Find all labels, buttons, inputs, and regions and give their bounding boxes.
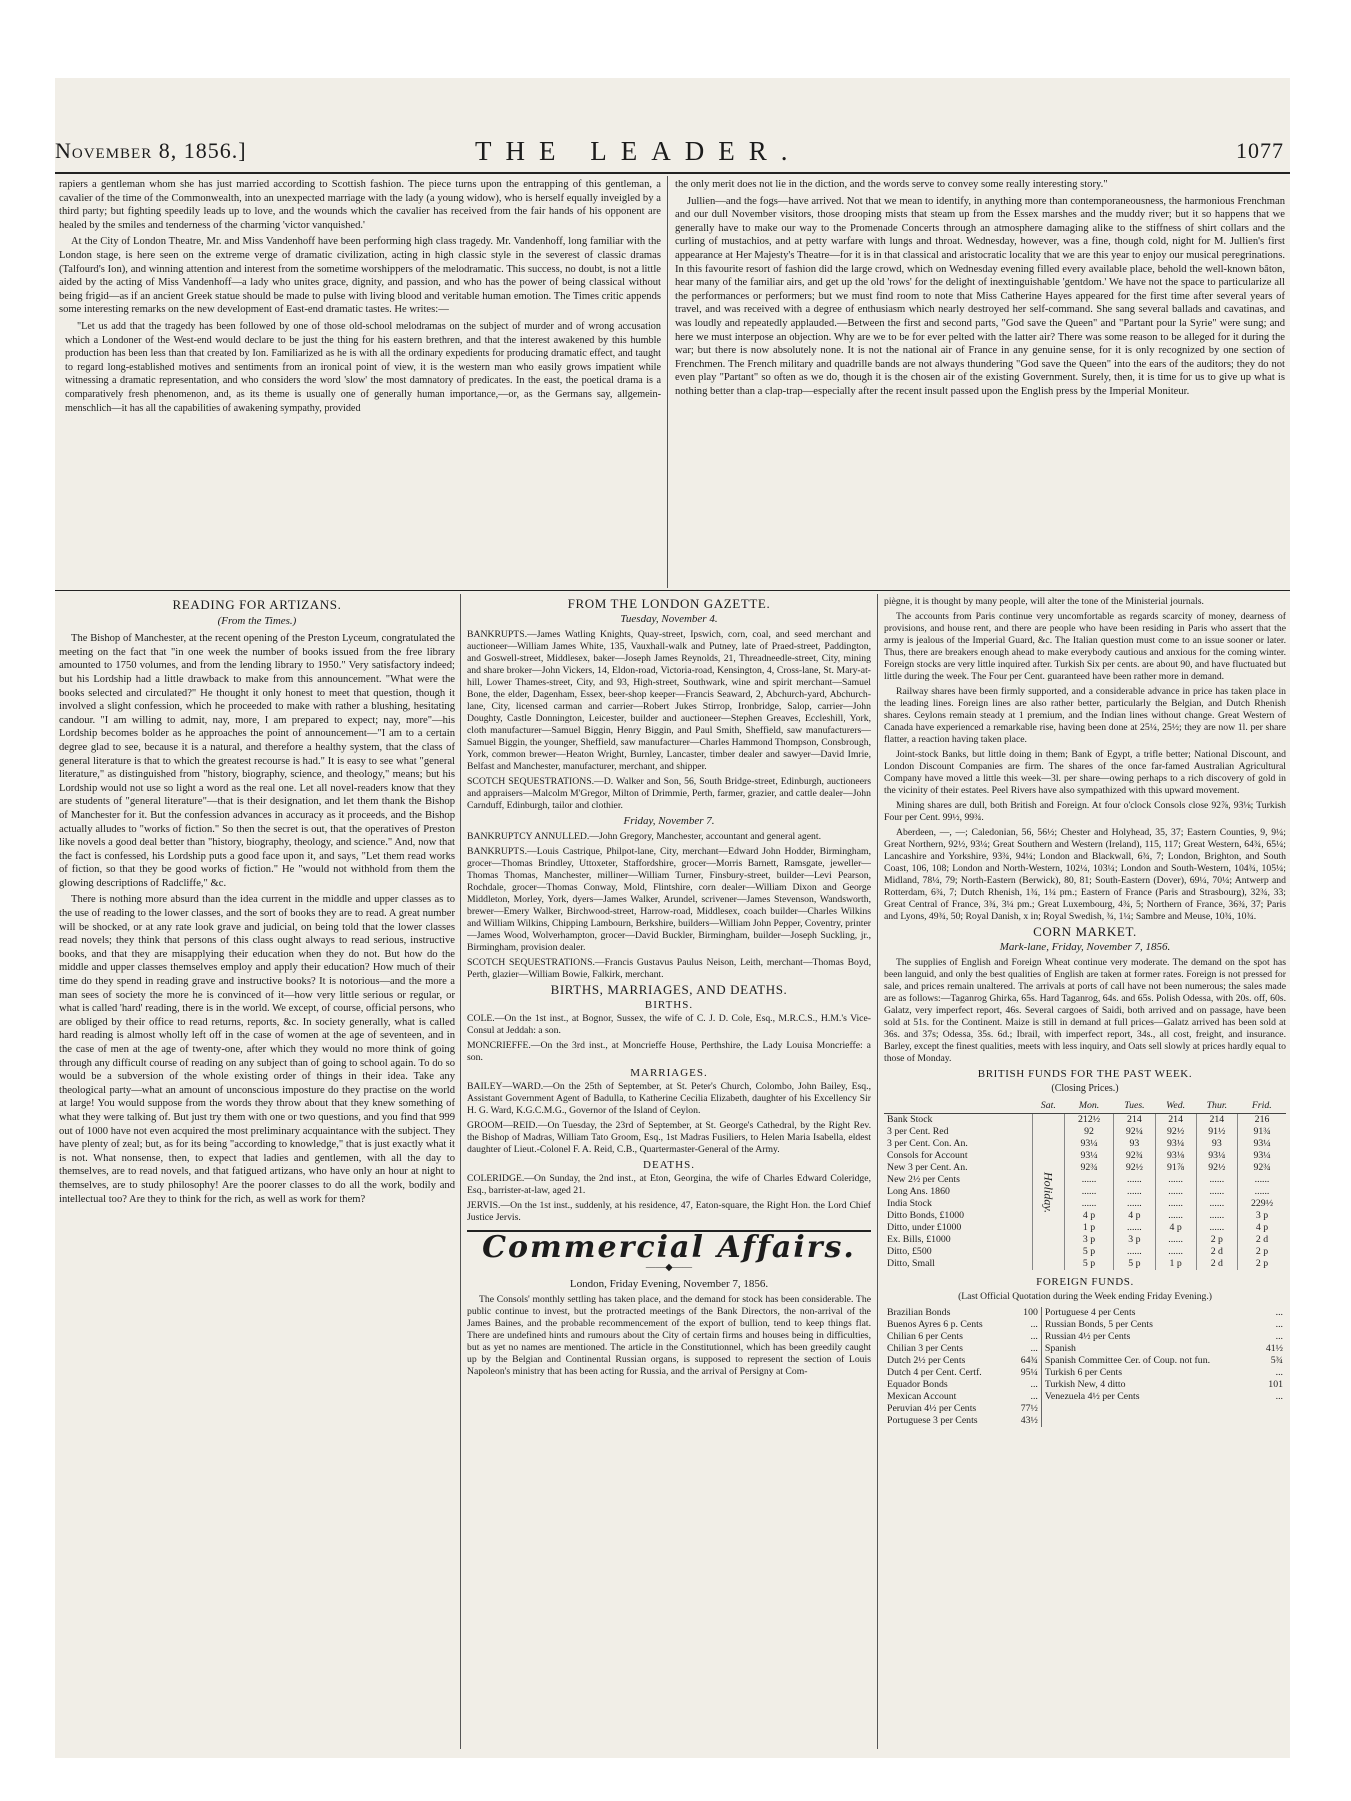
price-cell: 93¼ bbox=[1238, 1150, 1286, 1162]
price-cell: ...... bbox=[1196, 1174, 1237, 1186]
price-cell: 92½ bbox=[1155, 1126, 1196, 1138]
foreign-fund-price: ... bbox=[1012, 1379, 1042, 1391]
price-cell: 214 bbox=[1196, 1114, 1237, 1127]
column-header: Thur. bbox=[1196, 1099, 1237, 1114]
fund-name-cell: Ditto, under £1000 bbox=[887, 1222, 962, 1233]
foreign-fund-name: Russian Bonds, 5 per Cents bbox=[1044, 1319, 1153, 1330]
foreign-fund-price: 64¾ bbox=[1012, 1355, 1042, 1367]
price-cell: 216 bbox=[1238, 1114, 1286, 1127]
foreign-fund-name: Russian 4½ per Cents bbox=[1044, 1331, 1131, 1342]
table-row bbox=[884, 1246, 1286, 1258]
price-cell: 93⅛ bbox=[1155, 1150, 1196, 1162]
railway-prices: Aberdeen, —, —; Caledonian, 56, 56½; Chester and Holyhead, 35, 37; Eastern Counties, 9, 9¼; Great Northern, 92½, 93¼; Great Southern and Western (Ireland), 115, 117; Great Western, 64¾, 65¼; Lancashire and Yorkshire, 93¾, 94¼; London and Blackwall, 6¾, 7; London, Brighton, and South Coast, 106, 108; London and North-Western, 102¼, 103¼; London and South-Western, 104¾, 105¼; Midland, 78¼, 79; North-Eastern (Berwick), 80, 81; South-Eastern (Dover), 69¼, 70¼; Antwerp and Rotterdam, 6¾, 7; Dutch Rhenish, 1¾, 1¼ pm.; Eastern of France (Paris and Strasbourg), 32¾, 33; Great Central of France, 3¾, 3¼ pm.; Great Luxembourg, 4¾, 5; Northern of France, 36¾, 37; Paris and Lyons, 49¾, 50; Royal Danish, x in; Royal Swedish, ¾, 1¼; Sambre and Meuse, 10¾, 10¾. bbox=[884, 827, 1286, 922]
price-cell: 91⅞ bbox=[1155, 1162, 1196, 1174]
artizans-column bbox=[59, 596, 455, 1746]
price-cell: 92 bbox=[1064, 1126, 1113, 1138]
fund-name-cell: 3 per Cent. Red bbox=[887, 1126, 949, 1137]
price-cell: ...... bbox=[1064, 1174, 1113, 1186]
table-row bbox=[884, 1307, 1286, 1319]
section-rule bbox=[467, 1230, 871, 1232]
issue-date: November 8, 1856.] bbox=[55, 138, 247, 163]
middle-column bbox=[467, 596, 871, 1746]
article-paragraph: Railway shares have been firmly supported, and a considerable advance in price has taken place in the leading lines. Foreign lines are also rather better, particularly the Belgian, and Dutch Rhenish shares. Ceylons remain steady at 1 premium, and the Indian lines without change. Great Western of Canada have experienced a remarkable rise, having been done at 25¼, 25½; they are now 1l. per share flatter, a reaction having taken place. bbox=[884, 686, 1286, 745]
price-cell: ...... bbox=[1196, 1198, 1237, 1210]
price-cell: 93 bbox=[1196, 1138, 1237, 1150]
masthead bbox=[55, 136, 1290, 168]
foreign-fund-price bbox=[1257, 1403, 1286, 1415]
price-cell: ...... bbox=[1114, 1174, 1155, 1186]
foreign-fund-price: ... bbox=[1275, 1331, 1283, 1342]
article-paragraph: rapiers a gentleman whom she has just married according to Scottish fashion. The piece turns upon the entrapping of this gentleman, a cavalier of the time of the Commonwealth, into an unexpected marriage with the lady (a young widow), who is herself equally inveigled by a third party; but fighting speedily leads up to love, and the wounds which the cavalier has received from the fair hands of his opponent are healed by the smiles and tenderness of the charming 'victor vanquished.' bbox=[59, 179, 661, 231]
foreign-fund-name: Chilian 6 per Cents bbox=[887, 1331, 963, 1342]
foreign-funds-subheading: (Last Official Quotation during the Week ending Friday Evening.) bbox=[958, 1291, 1212, 1302]
column-rule bbox=[877, 594, 878, 1749]
price-cell: 2 p bbox=[1238, 1246, 1286, 1258]
foreign-fund-price: ... bbox=[1275, 1391, 1283, 1402]
theatre-column-left bbox=[59, 178, 661, 586]
funds-subheading: (Closing Prices.) bbox=[1051, 1083, 1119, 1094]
price-cell: ...... bbox=[1114, 1186, 1155, 1198]
price-cell: 3 p bbox=[1064, 1234, 1113, 1246]
price-cell: 2 p bbox=[1238, 1258, 1286, 1270]
table-row bbox=[884, 1391, 1286, 1403]
price-cell: ...... bbox=[1064, 1186, 1113, 1198]
bmd-heading: BIRTHS, MARRIAGES, AND DEATHS. bbox=[550, 982, 788, 997]
article-paragraph: Jullien—and the fogs—have arrived. Not that we mean to identify, in anything more than contemporaneousness, the harmonious Frenchman and our dull November visitors, those drooping mists that steam up from the Essex marshes and the muddy river; but it so happens that we generally have to make our way to the Promenade Concerts through an atmosphere damaging alike to the stiffness of shirt collars and the curling of mustachios, and at petty warfare with lungs and throat. Wednesday, however, was a fine, though cold, night for M. Jullien's first appearance at Her Majesty's Theatre—for it is in that classical and aristocratic locality that we are this year to enjoy our musical peregrinations. In this favourite resort of fashion did the large crowd, which on Wednesday evening filled every available place, behold the well-known bâton, hear many of the familiar airs, and get up the old 'rows' for the delight of inextinguishable 'gentdom.' We have not the space to particularize all the performances or performers; but we must find room to note that Miss Catherine Hayes appeared for the first time after several years of travel, and was received with a degree of enthusiasm which nearly destroyed her self-command. She sang several ballads and cavatinas, and was loudly and repeatedly applauded.—Between the first and second parts, "God save the Queen" and "Partant pour la Syrie" were sung; and here we must interpose an objection. Why are we to be for ever pelted with the latter air? There was some reason to be alleged for it during the war; but there is now absolutely none. It is not the national air of France in any genuine sense, for it is only recognized by one section of Frenchmen. The French military and quadrille bands are not always thundering "God save the Queen" into the ears of the auditors; they do not even play "Partant" so often as we do, though it is the chosen air of the existing Government. Surely, then, it is time for us to give up what is nothing better than a clap-trap—especially after the recent insult passed upon the English press by the Imperial Moniteur. bbox=[675, 195, 1285, 397]
ornament-dash: ——◆—— bbox=[645, 1262, 693, 1273]
article-paragraph: the only merit does not lie in the diction, and the words serve to convey some really interesting story." bbox=[675, 179, 1108, 190]
newspaper-title: THE LEADER. bbox=[475, 136, 802, 166]
notice-entry: JERVIS.—On the 1st inst., suddenly, at his residence, 47, Eaton-square, the Right Hon. the Lord Chief Justice Jervis. bbox=[467, 1200, 871, 1223]
price-cell: 93¼ bbox=[1064, 1138, 1113, 1150]
foreign-fund-name: Portuguese 4 per Cents bbox=[1044, 1307, 1136, 1318]
gazette-date: Tuesday, November 4. bbox=[620, 613, 718, 625]
masthead-rule bbox=[55, 172, 1290, 174]
table-row bbox=[884, 1162, 1286, 1174]
table-row bbox=[884, 1367, 1286, 1379]
price-cell: ...... bbox=[1114, 1246, 1155, 1258]
table-row bbox=[884, 1379, 1286, 1391]
price-cell: 93¼ bbox=[1238, 1138, 1286, 1150]
gazette-date: Friday, November 7. bbox=[623, 815, 715, 827]
price-cell: 4 p bbox=[1114, 1210, 1155, 1222]
price-cell: 2 d bbox=[1196, 1258, 1237, 1270]
gazette-entry: BANKRUPTS.—James Watling Knights, Quay-street, Ipswich, corn, coal, and seed merchant and auctioneer—William James White, 135, Vauxhall-walk and Putney, late of Praed-street, Paddington, and Goswell-street, Middlesex, baker—Joseph James Reynolds, 21, Threadneedle-street, City, mining and share broker—John Vickers, 14, Eldon-road, Victoria-road, Kensington, 4, Cross-lane, St. Mary-at-hill, Lower Thames-street, City, and 93, High-street, Southwark, wine and spirit merchant—Samuel Bone, the elder, Dagenham, Essex, beer-shop keeper—Francis Seaward, 2, Abchurch-yard, Abchurch-lane, City, licensed carman and carrier—Robert Jukes Stirrop, Ironbridge, Salop, carrier—John Doughty, Castle Donnington, Leicester, builder and auctioneer—Stephen Greaves, Eccleshill, York, cloth manufacturer—Samuel Biggin, Henry Biggin, and Paul Smith, Sheffield, saw manufacturers—Samuel Biggin, the younger, Sheffield, saw manufacturer—Charles Hammond Thompson, Consbrough, York, common brewer—Heaton Wright, Burnley, Lancaster, timber dealer and sawyer—David Imrie, Belfast and Manchester, manufacturer, merchant, and shipper. bbox=[467, 629, 871, 772]
fund-name-cell: New 2½ per Cents bbox=[887, 1174, 960, 1185]
price-cell: 5 p bbox=[1064, 1258, 1113, 1270]
newspaper-page bbox=[55, 78, 1290, 1758]
article-paragraph: The supplies of English and Foreign Wheat continue very moderate. The demand on the spot has been languid, and only the best qualities of English are taken at former rates. Foreign is not pressed for sale, and prices remain unaltered. The arrivals at ports of call have not been numerous; the sales made are as follows:—Taganrog Ghirka, 65s. Hard Taganrog, 64s. and 65s. Polish Odessa, with 20s. off, 60s. Galatz, very imperfect report, 46s. Several cargoes of Saidi, both arrived and on passage, have been sold at 51s. for the Continent. Maize is still in demand at full prices—Galatz arrived has been sold at 36s. and 37s; Odessa, 35s. 6d.; Ibrail, with imperfect report, 34s., all cost, freight, and insurance. Barley, except the finest qualities, meets with less inquiry, and Oats sell slowly at prices hardly equal to those of Monday. bbox=[884, 957, 1286, 1064]
foreign-fund-name: Brazilian Bonds bbox=[887, 1307, 951, 1318]
table-row bbox=[884, 1319, 1286, 1331]
foreign-fund-price: ... bbox=[1275, 1367, 1283, 1378]
column-header: Frid. bbox=[1238, 1099, 1286, 1114]
marriages-label: MARRIAGES. bbox=[630, 1067, 708, 1079]
foreign-fund-price: 100 bbox=[1012, 1307, 1042, 1319]
table-row bbox=[884, 1355, 1286, 1367]
gazette-entry: BANKRUPTCY ANNULLED.—John Gregory, Manchester, accountant and general agent. bbox=[467, 831, 822, 842]
price-cell: ...... bbox=[1155, 1210, 1196, 1222]
foreign-fund-name: Dutch 4 per Cent. Certf. bbox=[887, 1367, 982, 1378]
foreign-fund-name: Chilian 3 per Cents bbox=[887, 1343, 963, 1354]
table-header-row bbox=[884, 1099, 1286, 1114]
table-row bbox=[884, 1114, 1286, 1127]
column-header: Mon. bbox=[1064, 1099, 1113, 1114]
fund-name-cell: Ditto, £500 bbox=[887, 1246, 932, 1257]
table-row bbox=[884, 1210, 1286, 1222]
gazette-entry: SCOTCH SEQUESTRATIONS.—Francis Gustavus Paulus Neison, Leith, merchant—Thomas Boyd, Perth, glazier—William Bowie, Falkirk, merchant. bbox=[467, 957, 871, 980]
notice-entry: GROOM—REID.—On Tuesday, the 23rd of September, at St. George's Cathedral, by the Right Rev. the Bishop of Madras, William Tato Groom, Esq., 1st Madras Fusiliers, to Helen Maria Isabella, eldest daughter of Lieut.-Colonel F. A. Reid, C.B., Quartermaster-General of the Army. bbox=[467, 1120, 871, 1155]
fund-name-cell: Ditto Bonds, £1000 bbox=[887, 1210, 965, 1221]
fund-name-cell: Long Ans. 1860 bbox=[887, 1186, 950, 1197]
table-row bbox=[884, 1222, 1286, 1234]
price-cell: 93¼ bbox=[1064, 1150, 1113, 1162]
price-cell: ...... bbox=[1114, 1198, 1155, 1210]
foreign-fund-price: ... bbox=[1275, 1319, 1283, 1330]
price-cell: 92½ bbox=[1114, 1162, 1155, 1174]
price-cell: 93¼ bbox=[1155, 1138, 1196, 1150]
table-row bbox=[884, 1186, 1286, 1198]
price-cell: ...... bbox=[1155, 1234, 1196, 1246]
foreign-fund-price: 43½ bbox=[1012, 1415, 1042, 1427]
table-row bbox=[884, 1331, 1286, 1343]
price-cell: 2 d bbox=[1238, 1234, 1286, 1246]
funds-table-body bbox=[884, 1114, 1286, 1271]
column-header: Wed. bbox=[1155, 1099, 1196, 1114]
article-paragraph: Joint-stock Banks, but little doing in them; Bank of Egypt, a trifle better; National Discount, and London Discount Companies are firm. The shares of the once far-famed Australian Agricultural Company have moved a little this week—3l. per share—owing perhaps to a rich discovery of gold in the vicinity of their estates. Peel Rivers have also sympathized with this upward movement. bbox=[884, 749, 1286, 796]
foreign-fund-name bbox=[1041, 1403, 1257, 1415]
saturday-cell: Holiday. bbox=[1032, 1114, 1064, 1271]
foreign-fund-price bbox=[1257, 1415, 1286, 1427]
foreign-fund-name: Turkish 6 per Cents bbox=[1044, 1367, 1123, 1378]
price-cell: ...... bbox=[1238, 1174, 1286, 1186]
section-rule bbox=[55, 590, 1290, 591]
foreign-fund-price: 5¾ bbox=[1270, 1355, 1283, 1366]
british-funds-table bbox=[884, 1099, 1286, 1270]
notice-entry: BAILEY—WARD.—On the 25th of September, at St. Peter's Church, Colombo, John Bailey, Esq., Assistant Government Agent of Badulla, to Katherine Cecilia Elizabeth, daughter of his Excellency Sir H. G. Ward, K.G.C.M.G., Governor of the Island of Ceylon. bbox=[467, 1081, 871, 1116]
price-cell: 91¾ bbox=[1238, 1126, 1286, 1138]
table-row bbox=[884, 1403, 1286, 1415]
foreign-fund-name: Mexican Account bbox=[887, 1391, 957, 1402]
article-paragraph: The Consols' monthly settling has taken place, and the demand for stock has been considerable. The public continue to invest, but the protracted meetings of the Bank Directors, the non-arrival of the James Baines, and the probable recommencement of the export of bullion, tend to keep things flat. There are undefined hints and rumours about the City of certain firms and houses being in difficulties, but as yet no names are mentioned. The article in the Constitutionnel, which has been greedily caught up by the Belgian and Continental Russian organs, is supposed to represent the section of Louis Napoleon's ministry that has been acting for Russia, and the arrival of Persigny at Com- bbox=[467, 1294, 871, 1377]
price-cell: ...... bbox=[1196, 1210, 1237, 1222]
foreign-fund-price: ... bbox=[1275, 1307, 1283, 1318]
price-cell: 93 bbox=[1114, 1138, 1155, 1150]
price-cell: 5 p bbox=[1114, 1258, 1155, 1270]
price-cell: 214 bbox=[1114, 1114, 1155, 1127]
price-cell: 91½ bbox=[1196, 1126, 1237, 1138]
price-cell: 1 p bbox=[1155, 1258, 1196, 1270]
foreign-fund-name: Spanish Committee Cer. of Coup. not fun. bbox=[1044, 1355, 1211, 1366]
foreign-fund-name: Portuguese 3 per Cents bbox=[887, 1415, 978, 1426]
notice-entry: COLE.—On the 1st inst., at Bognor, Sussex, the wife of C. J. D. Cole, Esq., M.R.C.S., H.M.'s Vice-Consul at Jeddah: a son. bbox=[467, 1013, 871, 1036]
foreign-fund-price: 101 bbox=[1268, 1379, 1283, 1390]
article-paragraph: piègne, it is thought by many people, will alter the tone of the Ministerial journals. bbox=[884, 596, 1204, 607]
price-cell: 3 p bbox=[1114, 1234, 1155, 1246]
price-cell: ...... bbox=[1155, 1174, 1196, 1186]
fund-name-cell: New 3 per Cent. An. bbox=[887, 1162, 968, 1173]
price-cell: 92½ bbox=[1196, 1162, 1237, 1174]
column-header: Tues. bbox=[1114, 1099, 1155, 1114]
price-cell: 92¾ bbox=[1238, 1162, 1286, 1174]
price-cell: ...... bbox=[1114, 1222, 1155, 1234]
table-row bbox=[884, 1174, 1286, 1186]
price-cell: 3 p bbox=[1238, 1210, 1286, 1222]
table-row bbox=[884, 1258, 1286, 1270]
column-header: Sat. bbox=[1032, 1099, 1064, 1114]
right-column bbox=[884, 596, 1286, 1746]
gazette-entry: BANKRUPTS.—Louis Castrique, Philpot-lane, City, merchant—Edward John Hodder, Birmingham, grocer—Thomas Brindley, Uttoxeter, Staffordshire, grocer—Morris Barnett, Ramsgate, jeweller—Thomas Thomas, Manchester, milliner—William Turner, Finsbury-street, builder—Levi Pearson, Rochdale, grocer—Thomas Conway, Mold, Flintshire, corn dealer—William Dixon and George Middleton, Morley, York, dyers—James Walker, Arundel, scrivener—James Stevenson, Wandsworth, brewer—Emery Walker, Birchwood-street, Harrow-road, Middlesex, coach builder—Charles Wilkins and William Wilkins, Chipping Lambourn, Berkshire, builders—William John Pepper, Coventry, printer—James Wood, Wolverhampton, grocer—David Buckler, Birmingham, builder—Joseph Suckling, jr., Birmingham, provision dealer. bbox=[467, 846, 871, 953]
births-label: BIRTHS. bbox=[644, 999, 694, 1011]
price-cell: ...... bbox=[1196, 1222, 1237, 1234]
table-row bbox=[884, 1198, 1286, 1210]
price-cell: 92¼ bbox=[1114, 1126, 1155, 1138]
foreign-fund-price: ... bbox=[1012, 1391, 1042, 1403]
foreign-fund-name: Peruvian 4½ per Cents bbox=[887, 1403, 977, 1414]
funds-heading: BRITISH FUNDS FOR THE PAST WEEK. bbox=[977, 1068, 1193, 1080]
price-cell: 4 p bbox=[1064, 1210, 1113, 1222]
foreign-fund-price: 77½ bbox=[1012, 1403, 1042, 1415]
price-cell: ...... bbox=[1196, 1186, 1237, 1198]
corn-date: Mark-lane, Friday, November 7, 1856. bbox=[999, 941, 1171, 953]
price-cell: 2 p bbox=[1196, 1234, 1237, 1246]
foreign-fund-name bbox=[1041, 1415, 1257, 1427]
price-cell: 214 bbox=[1155, 1114, 1196, 1127]
theatre-column-right bbox=[675, 178, 1285, 586]
article-source: (From the Times.) bbox=[217, 614, 297, 627]
foreign-fund-name: Spanish bbox=[1044, 1343, 1076, 1354]
foreign-fund-price: 95¼ bbox=[1012, 1367, 1042, 1379]
price-cell: ...... bbox=[1155, 1186, 1196, 1198]
table-row bbox=[884, 1126, 1286, 1138]
price-cell: 4 p bbox=[1155, 1222, 1196, 1234]
price-cell: 4 p bbox=[1238, 1222, 1286, 1234]
price-cell: ...... bbox=[1155, 1246, 1196, 1258]
price-cell: 229½ bbox=[1238, 1198, 1286, 1210]
foreign-funds-heading: FOREIGN FUNDS. bbox=[1036, 1276, 1134, 1288]
deaths-label: DEATHS. bbox=[643, 1159, 695, 1171]
price-cell: 2 d bbox=[1196, 1246, 1237, 1258]
commercial-dateline: London, Friday Evening, November 7, 1856. bbox=[569, 1278, 769, 1290]
column-rule bbox=[460, 594, 461, 1749]
article-paragraph: The Bishop of Manchester, at the recent opening of the Preston Lyceum, congratulated the meeting on the fact that "in one week the number of books issued from the free library amounted to 1750 volumes, and from the lending library to 1950." Very satisfactory indeed; but his Lordship had a little drawback to make from this announcement. "What were the books selected and circulated?" He thought it only honest to meet that question, though it involved a slight confession, which he proceeded to make with rather a blushing, hesitating candour. "I am willing to admit, nay, more, I am prepared to expect; nay, more"—his Lordship becomes bolder as he approaches the point of announcement—"I am to a certain degree glad to see, because it is a natural, and therefore a healthy system, that the class of general literature is that to which the greatest recourse is had." It is easy to see what "general literature," as distinguished from "history, biography, science, and theology," means; but his Lordship would not use so light a word as the real one. Let all novel-readers know that they are students of "general literature"—that is their designation, and let them thank the Bishop of Manchester for it. But the confession advances in accuracy as it proceeds, and the Bishop actually alludes to "works of fiction." So then the secret is out, that the operatives of Preston like novels a good deal better than "history, biography, theology, and science." And, now that the fact is confessed, his Lordship puts a good face upon it, and says, "Let them read works of fiction, so that they be good works of fiction." He "would not withhold from them the glowing descriptions of Radcliffe," &c. bbox=[59, 633, 455, 889]
gazette-heading: FROM THE LONDON GAZETTE. bbox=[567, 596, 771, 611]
foreign-fund-name: Turkish New, 4 ditto bbox=[1044, 1379, 1126, 1390]
gazette-entry: SCOTCH SEQUESTRATIONS.—D. Walker and Son, 56, South Bridge-street, Edinburgh, auctioneers and appraisers—Malcolm M'Gregor, Milton of Drimmie, Perth, farmer, grazier, and cattle dealer—John Carnduff, Edinburgh, tailor and clothier. bbox=[467, 776, 871, 811]
fund-name-cell: Consols for Account bbox=[887, 1150, 968, 1161]
table-row bbox=[884, 1343, 1286, 1355]
fund-name-cell: Ex. Bills, £1000 bbox=[887, 1234, 951, 1245]
fund-name-cell: 3 per Cent. Con. An. bbox=[887, 1138, 968, 1149]
article-paragraph: At the City of London Theatre, Mr. and Miss Vandenhoff have been performing high class tragedy. Mr. Vandenhoff, long familiar with the London stage, is here seen on the extreme verge of dramatic civilization, acting in high classic style in the severest of classic dramas (Talfourd's Ion), and winning attention and interest from the sometime worshippers of the melodramatic. This success, no doubt, is not a little aided by the acting of Miss Vandenhoff—a lady who unites grace, dignity, and passion, and who has the power of being classical without being frigid—as if an ancient Greek statue should be made to pulse with living blood and veritable human emotion. The Times critic appends some interesting remarks on the new development of East-end dramatic tastes. He writes:— bbox=[59, 236, 661, 316]
foreign-fund-name: Venezuela 4½ per Cents bbox=[1044, 1391, 1140, 1402]
times-quotation: "Let us add that the tragedy has been followed by one of those old-school melodramas on the subject of murder and of wrong accusation which a Londoner of the West-end would declare to be just the thing for his eastern brethren, and that the interest awakened by this humble production has been less than that created by Ion. Familiarized as he is with all the ordinary expedients for producing dramatic effect, and taught to regard long-established motives and sentiments from an ironical point of view, it is the western man who easily grows impatient while witnessing a dramatic representation, and who considers the word 'slow' the most damnatory of predicates. In the east, the poetical drama is a comparatively fresh phenomenon, and, as its theme is usually one of generally human importance,—or, as the Germans say, allgemein-menschlich—it has all the capabilities of awakening sympathy, provided bbox=[65, 320, 661, 414]
fund-name-cell: Ditto, Small bbox=[887, 1258, 935, 1269]
column-rule bbox=[667, 176, 668, 588]
article-paragraph: There is nothing more absurd than the idea current in the middle and upper classes as to the use of reading to the lower classes, and the sort of books they are to read. A great number will be shocked, or at any rate look grave and judicial, on being told that the lower classes read novels; they think that persons of this class ought always to read serious, instructive books, and that they are misapplying their education when they do not. But how do the middle and upper classes themselves employ and apply their education? How much of their time do they spend in reading grave and instructive books? It is notorious—and the more a man sees of society the more he is convinced of it—how very little serious or regular, or what is called 'hard' reading, there is in the world. We except, of course, official persons, who are obliged by their office to read returns, reports, &c. In society generally, what is called hard reading is almost wholly left off in the case of women at the age of seventeen, and in the case of men at the age of twenty-one, after which they would no more think of going through any difficult course of reading on any subject than of going to school again. To do so would be a subversion of the whole existing order of things in their idea. Take any theological party—what an amount of unconscious imposture do they practise on the world at large! You would suppose from the words they throw about that they knew something of what they were talking of. But just try them with one or two questions, and you find that 999 out of 1000 have not even acquired the most preliminary acquaintance with the subject. They have plenty of zeal; but, as for its being "according to knowledge," that is just exactly what it is not. What nonsense, then, to expect that ladies and gentlemen, with all the day to themselves, are to read novels, and that fatigued artizans, who have only an hour at night to themselves, are to study philosophy! Are the poorer classes to do all the work, bodily and intellectual too? Are they to think for the rich, as well as work for them? bbox=[59, 894, 455, 1205]
fund-name-cell: India Stock bbox=[887, 1198, 932, 1209]
price-cell: ...... bbox=[1238, 1186, 1286, 1198]
notice-entry: COLERIDGE.—On Sunday, the 2nd inst., at Eton, Georgina, the wife of Charles Edward Coleridge, Esq., barrister-at-law, aged 21. bbox=[467, 1173, 871, 1196]
column-header bbox=[884, 1099, 1032, 1114]
foreign-fund-price: ... bbox=[1012, 1331, 1042, 1343]
foreign-fund-name: Equador Bonds bbox=[887, 1379, 948, 1390]
article-paragraph: The accounts from Paris continue very uncomfortable as regards scarcity of money, dearness of provisions, and house rent, and there are people who have been residing in Paris who assert that the army is jealous of the Imperial Guard, &c. The Italian question must come to an issue sooner or later. Thus, there are breakers enough ahead to make everybody cautious and anxious for the coming winter. Foreign stocks are very little inquired after. Turkish Six per cents. are about 90, and have fluctuated but little during the week. The Four per Cent. guaranteed have been rather more in demand. bbox=[884, 611, 1286, 682]
price-cell: 93¼ bbox=[1196, 1150, 1237, 1162]
table-row bbox=[884, 1138, 1286, 1150]
price-cell: 92¾ bbox=[1114, 1150, 1155, 1162]
foreign-funds-table bbox=[884, 1307, 1286, 1427]
foreign-fund-price: ... bbox=[1012, 1319, 1042, 1331]
price-cell: 5 p bbox=[1064, 1246, 1113, 1258]
table-row bbox=[884, 1415, 1286, 1427]
article-paragraph: Mining shares are dull, both British and Foreign. At four o'clock Consols close 92⅞, 93⅛; Turkish Four per Cent. 99½, 99¾. bbox=[884, 800, 1286, 823]
table-row bbox=[884, 1234, 1286, 1246]
article-heading: READING FOR ARTIZANS. bbox=[172, 597, 342, 612]
commercial-heading: Commercial Affairs. bbox=[482, 1230, 856, 1265]
price-cell: ...... bbox=[1155, 1198, 1196, 1210]
notice-entry: MONCRIEFFE.—On the 3rd inst., at Moncrieffe House, Perthshire, the Lady Louisa Moncrieffe: a son. bbox=[467, 1040, 871, 1063]
fund-name-cell: Bank Stock bbox=[887, 1114, 933, 1125]
table-row bbox=[884, 1150, 1286, 1162]
page-number: 1077 bbox=[1236, 138, 1284, 163]
price-cell: ...... bbox=[1064, 1198, 1113, 1210]
price-cell: 212½ bbox=[1064, 1114, 1113, 1127]
price-cell: 1 p bbox=[1064, 1222, 1113, 1234]
foreign-fund-name: Dutch 2½ per Cents bbox=[887, 1355, 966, 1366]
foreign-fund-price: ... bbox=[1012, 1343, 1042, 1355]
corn-heading: CORN MARKET. bbox=[1033, 924, 1137, 939]
price-cell: 92¾ bbox=[1064, 1162, 1113, 1174]
foreign-table-body bbox=[884, 1307, 1286, 1427]
foreign-fund-name: Buenos Ayres 6 p. Cents bbox=[887, 1319, 983, 1330]
foreign-fund-price: 41½ bbox=[1265, 1343, 1283, 1354]
